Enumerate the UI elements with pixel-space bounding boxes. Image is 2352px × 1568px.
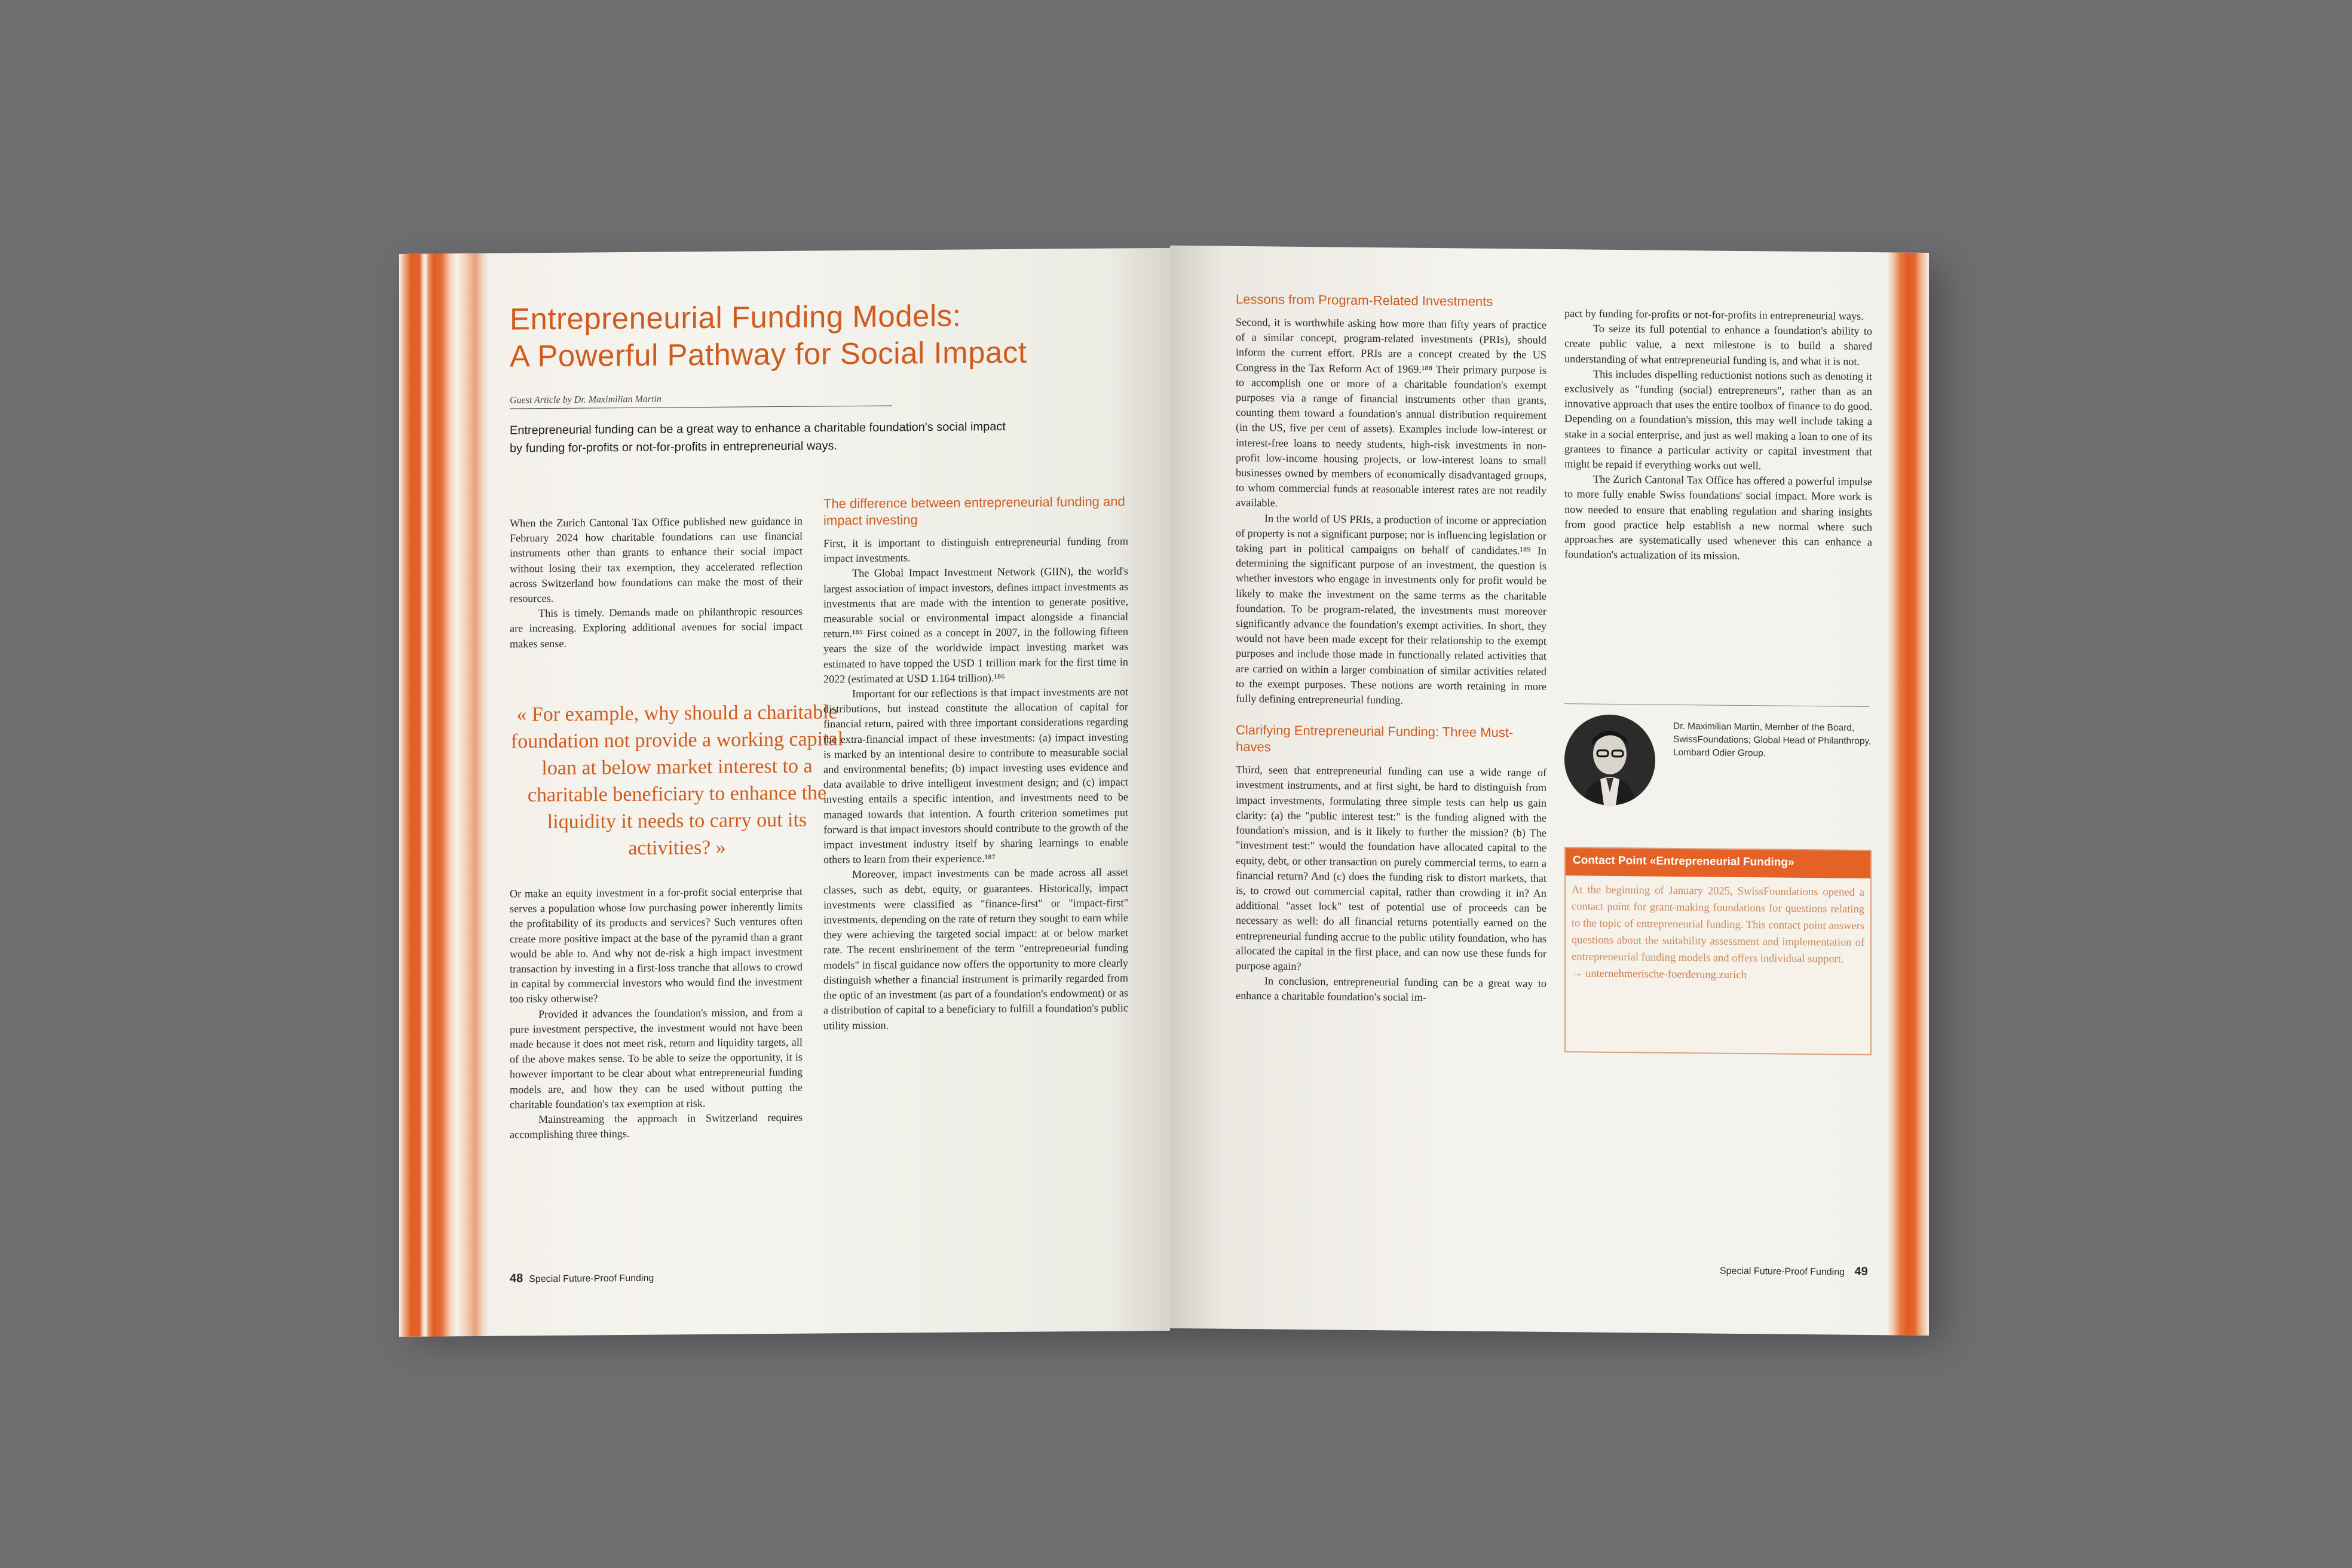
folio-section: Special Future-Proof Funding [529,1273,654,1285]
paragraph: To seize its full potential to enhance a foundation's ability to create public value, a next milestone is to build a shared understanding of what entrepreneurial funding is, and what it is not. [1564,322,1872,368]
column-2-body [823,534,1128,1033]
column-1-bottom [510,884,803,1143]
author-portrait [1564,714,1655,806]
paragraph: In conclusion, entrepreneurial funding can be a great way to enhance a charitable foundation's social im- [1236,975,1546,1004]
paragraph: Or make an equity investment in a for-profit social enterprise that serves a population whose low purchasing power inherently limits the profitability of its products and services? Such ventures often create more positive impact at the base of the pyramid than a grant would be able to. And why not de-risk a high impact investment transaction by investing in a first-loss tranche that allows to crowd in capital by commercial investors who would find the investment too risky otherwise? [510,885,803,1005]
left-orange-edge-stripes [399,253,489,1337]
paragraph: In the world of US PRIs, a production of income or appreciation of property is not a significant purpose; nor is influencing legislation or taking part in political campaigns on behalf of candidates.¹⁸⁹ In determining the significant purpose of an investment, the question is whether investors who engage in investments only for profit would be likely to make the investment on the same terms as the charitable foundation. To be program-related, the investments must moreover significantly advance the foundation's exempt activities. In short, they would not have been made except for their relationship to the exempt purposes and include those made in functionally related activities that are carried on within a larger combination of similar activities related to the exempt purposes. These notions are worth retaining in more fully defining entrepreneurial funding. [1236,512,1546,706]
paragraph: This includes dispelling reductionist notions such as denoting it exclusively as "funding (social) entrepreneurs", rather than as an innovative approach that uses the entire toolbox of finance to do good. Depending on a foundation's mission, this may well include taking a stake in a social enterprise, and just as well making a loan to one of its grantees to finance a particular activity or capital investment that might be repaid if everything works out well. [1564,368,1872,472]
folio-right [1720,1264,1868,1279]
article-headline [510,296,1048,375]
column-3 [1236,291,1546,1007]
pull-quote [510,699,844,862]
folio-left [510,1271,654,1286]
quote-open-mark: « [516,703,527,726]
paragraph: The Global Impact Investment Network (GIIN), the world's largest association of impact investors, defines impact investments as investments that are made with the intention to generate positive, measurable social or environmental impact alongside a financial return.¹⁸⁵ First coined as a concept in 2007, in the following fifteen years the size of the worldwide impact investing market was estimated to have topped the USD 1 trillion mark for the first time in 2022 (estimated at USD 1.164 trillion).¹⁸⁶ [823,565,1128,685]
left-page [399,248,1170,1337]
author-bio: Dr. Maximilian Martin, Member of the Board, SwissFoundations; Global Head of Philanthropy, Lombard Odier Group. [1673,721,1872,759]
paragraph: The Zurich Cantonal Tax Office has offered a powerful impulse to more fully enable Swiss foundations' social impact. More work is now needed to ensure that enabling regulation and sharing insights from good practice help establish a new normal where such approaches are systematically used whenever this can enhance a foundation's actualization of its mission. [1564,473,1872,562]
subhead-difference: The difference between entrepreneurial funding and impact investing [823,494,1125,528]
contact-point-title: Contact Point «Entrepreneurial Funding» [1566,848,1870,878]
column-2 [823,493,1128,1033]
page-number: 48 [510,1272,523,1285]
paragraph: Third, seen that entrepreneurial funding can use a wide range of investment instruments, and at first sight, be hard to distinguish from impact investments, formulating three simple tests can help us gain clarity: (a) the "public interest test:" is the funding aligned with the foundation's mission, and is it likely to further the mission? (b) The "investment test:" would the foundation have allocated capital to the equity, debt, or other transaction on purely commercial terms, to earn a financial return? And (c) does the funding risk to distort markets, that is, to crowd out commercial capital, rather than crowding it in? An additional "asset lock" test of potential use of proceeds can be necessary as well: do all financial returns potentially earned on the entrepreneurial funding accrue to the public utility foundation, who has allocated the capital in the first place, and can now use these funds for purpose again? [1236,764,1546,972]
byline: Guest Article by Dr. Maximilian Martin [510,393,892,409]
lede-paragraph: Entrepreneurial funding can be a great way to enhance a charitable foundation's social impact by funding for-profits or not-for-profits in entrepreneurial ways. [510,420,1006,455]
headline-line-1: Entrepreneurial Funding Models: [510,298,961,336]
headline-line-2: A Powerful Pathway for Social Impact [510,335,1027,373]
quote-close-mark: » [715,836,726,859]
pull-quote-text: For example, why should a charitable foundation not provide a working capital loan at below market interest to a charitable beneficiary to enhance the liquidity it needs to carry out its activities? [510,701,844,859]
portrait-image [1564,714,1655,806]
paragraph: This is timely. Demands made on philanthropic resources are increasing. Exploring additional avenues for social impact makes sense. [510,605,803,650]
paragraph: When the Zurich Cantonal Tax Office published new guidance in February 2024 how charitable foundations can use financial instruments other than grants to enhance their social impact without losing their tax exemption, they accelerated reflection across Switzerland how foundations can make the most of their resources. [510,514,803,605]
paragraph: Mainstreaming the approach in Switzerland requires accomplishing three things. [510,1111,803,1141]
contact-point-body [1566,875,1870,991]
contact-description: At the beginning of January 2025, SwissFoundations opened a contact point for grant-making foundations for questions relating to the topic of entrepreneurial funding. This contact point answers questions about the suitability assessment and implementation of entrepreneurial funding models and offers individual support. [1572,884,1864,966]
column-4 [1564,306,1872,565]
contact-point-box [1564,847,1872,1055]
paragraph: Important for our reflections is that impact investments are not distributions, but instead constitute the allocation of capital for financial return, paired with three important considerations regarding the extra-financial impact of these investments: (a) impact investing is marked by an intentional desire to contribute to measurable social and environmental benefits; (b) impact investing uses evidence and data available to drive intelligent investment design; and (c) impact investing entails a specific intention, and investments need to be managed towards that intention. A fourth criterion sometimes put forward is that impact investors should contribute to the growth of the impact investment industry itself by sharing learnings to enable others to learn from their experience.¹⁸⁷ [823,685,1128,866]
paragraph: pact by funding for-profits or not-for-profits in entrepreneurial ways. [1564,307,1864,322]
column-1-top [510,514,803,652]
subhead-must-haves: Clarifying Entrepreneurial Funding: Three Must-haves [1236,722,1514,755]
column-3-body-a [1236,315,1546,709]
paragraph: Provided it advances the foundation's mission, and from a pure investment perspective, the investment would not have been made because it does not meet risk, return and liquidity targets, all of the above makes sense. To be able to seize the opportunity, it is however important to be clear about what entrepreneurial funding models are, and how they can be used without putting the charitable foundation's tax exemption at risk. [510,1006,803,1111]
page-number: 49 [1854,1264,1868,1279]
subhead-lessons: Lessons from Program-Related Investments [1236,291,1493,309]
paragraph: First, it is important to distinguish entrepreneurial funding from impact investments. [823,535,1128,565]
right-orange-edge-stripes [1887,252,1929,1336]
folio-section: Special Future-Proof Funding [1720,1266,1845,1278]
bio-divider [1564,703,1869,707]
column-3-body-b [1236,762,1546,1006]
contact-link[interactable]: → unternehmerische-foerderung.zurich [1572,967,1747,982]
right-page [1170,246,1929,1336]
paragraph: Moreover, impact investments can be made across all asset classes, such as debt, equity, or guarantees. Historically, impact investments were classified as "finance-first" or "impact-first" investments, depending on the rate of return they sought to earn while they were achieving the targeted social impact: at or below market rate. The recent enshrinement of the term "entrepreneurial funding models" in fiscal guidance now offers the opportunity to more clearly distinguish whether a financial instrument is primarily regarded from the optic of an investment (as part of a foundation's endowment) or as a distribution of capital to a beneficiary to fulfill a foundation's public utility mission. [823,866,1128,1031]
paragraph: Second, it is worthwhile asking how more than fifty years of practice of a similar concept, program-related investments (PRIs), should inform the current effort. PRIs are a concept created by the US Congress in the Tax Reform Act of 1969.¹⁸⁸ Their primary purpose is to accomplish one or more of a charitable foundation's exempt purposes via a range of financial instruments other than grants, counting them toward a foundation's annual distribution requirement (in the US, five per cent of assets). Examples include low-interest or interest-free loans to needy students, high-risk investments in non-profit low-income housing projects, or low-interest loans to small businesses owned by members of economically disadvantaged groups, to whom commercial funds at reasonable interest rates are not readily available. [1236,316,1546,509]
